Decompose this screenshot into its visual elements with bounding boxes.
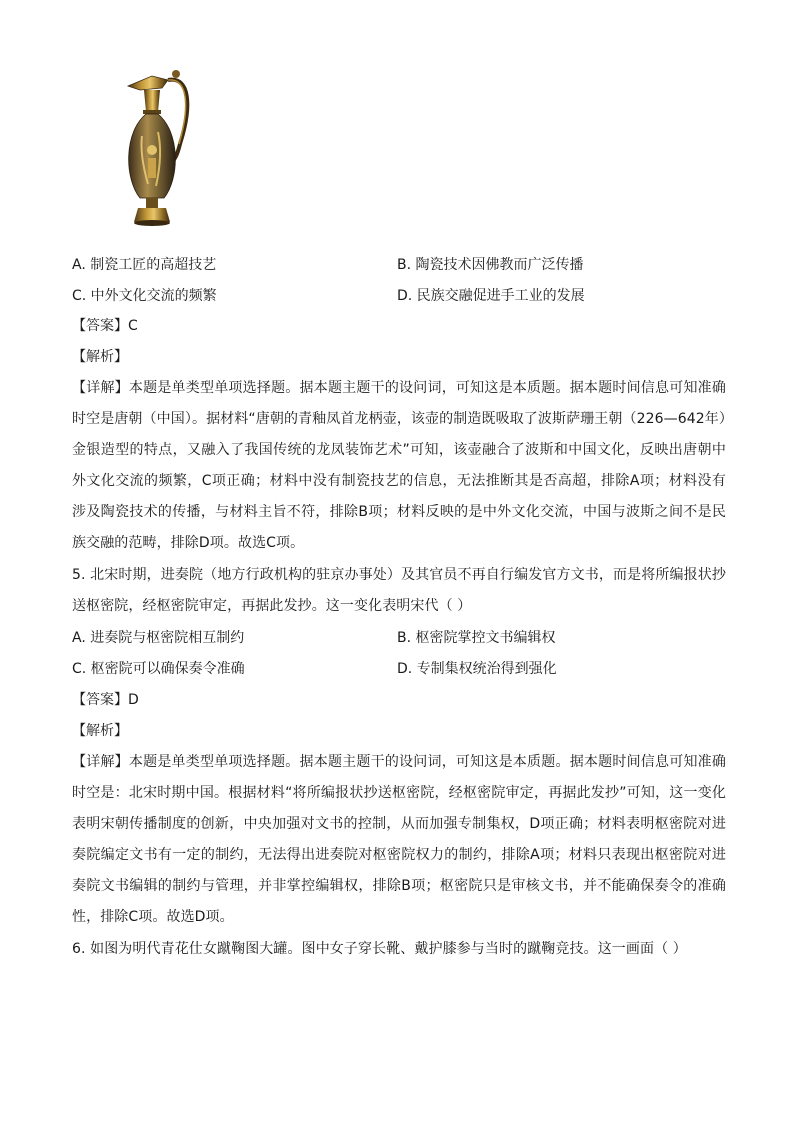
q4-answer: 【答案】C [72,318,138,334]
q4-option-a: A. 制瓷工匠的高超技艺 [72,257,217,273]
q4-detail: 【详解】本题是单类型单项选择题。据本题主题干的设问词，可知这是本质题。据本题时间信息可知准确时空是唐朝（中国）。据材料“唐朝的青釉凤首龙柄壶，该壶的制造既吸取了波斯萨珊王朝（226—642年）金银造型的特点，又融入了我国传统的龙凤装饰艺术”可知，该壶融合了波斯和中国文化，反映出唐朝中外文化交流的频繁，C项正确；材料中没有制瓷技艺的信息，无法推断其是否高超，排除A项；材料没有涉及陶瓷技术的传播，与材料主旨不符，排除B项；材料反映的是中外文化交流，中国与波斯之间不是民族交融的范畴，排除D项。故选C项。 [72,380,726,551]
q5-analysis-label: 【解析】 [72,723,128,739]
q4-option-c: C. 中外文化交流的频繁 [72,288,217,304]
q5-option-d: D. 专制集权统治得到强化 [397,661,557,677]
q6-stem: 6. 如图为明代青花仕女蹴鞠图大罐。图中女子穿长靴、戴护膝参与当时的蹴鞠竞技。这一画面（ ） [72,941,687,957]
q4-analysis-label: 【解析】 [72,349,128,365]
q4-option-b: B. 陶瓷技术因佛教而广泛传播 [397,257,584,273]
q4-option-d: D. 民族交融促进手工业的发展 [397,288,585,304]
q5-detail: 【详解】本题是单类型单项选择题。据本题主题干的设问词，可知这是本质题。据本题时间信息可知准确时空是：北宋时期中国。根据材料“将所编报状抄送枢密院，经枢密院审定，再据此发抄”可知，这一变化表明宋朝传播制度的创新，中央加强对文书的控制，从而加强专制集权，D项正确；材料表明枢密院对进奏院编定文书有一定的制约，无法得出进奏院对枢密院权力的制约，排除A项；材料只表现出枢密院对进奏院文书编辑的制约与管理，并非掌控编辑权，排除B项；枢密院只是审核文书，并不能确保奏令的准确性，排除C项。故选D项。 [72,754,726,925]
q5-option-c: C. 枢密院可以确保奏令准确 [72,661,245,677]
gilded-ewer-image [118,66,198,236]
q5-option-a: A. 进奏院与枢密院相互制约 [72,630,245,646]
q5-option-b: B. 枢密院掌控文书编辑权 [397,630,556,646]
q5-stem: 5. 北宋时期，进奏院（地方行政机构的驻京办事处）及其官员不再自行编发官方文书，而是将所编报状抄送枢密院，经枢密院审定，再据此发抄。这一变化表明宋代（ ） [72,567,726,614]
q5-answer: 【答案】D [72,692,139,708]
